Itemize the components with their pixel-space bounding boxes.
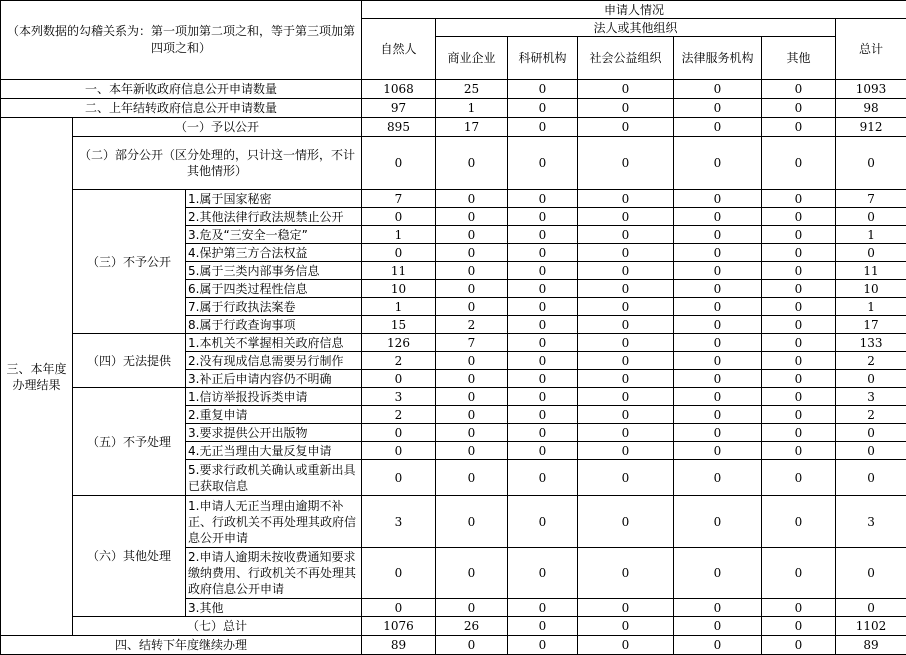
nonprofit-value: 0 bbox=[578, 226, 674, 244]
legal-service-value: 0 bbox=[674, 496, 762, 548]
other-value: 0 bbox=[762, 226, 836, 244]
business-value: 0 bbox=[436, 442, 508, 460]
natural-value: 895 bbox=[362, 118, 436, 137]
other-value: 0 bbox=[762, 406, 836, 424]
sub-item-label: 2.其他法律行政法规禁止公开 bbox=[186, 208, 362, 226]
natural-value: 1 bbox=[362, 298, 436, 316]
org-type-header: 商业企业 bbox=[436, 37, 508, 80]
business-value: 0 bbox=[436, 262, 508, 280]
partial-open-label: （二）部分公开（区分处理的，只计这一情形，不计其他情形） bbox=[73, 137, 362, 190]
research-value: 0 bbox=[508, 548, 578, 599]
total-value: 0 bbox=[836, 208, 906, 226]
legal-service-value: 0 bbox=[674, 548, 762, 599]
business-value: 0 bbox=[436, 406, 508, 424]
legal-service-value: 0 bbox=[674, 352, 762, 370]
nonprofit-value: 0 bbox=[578, 370, 674, 388]
research-value: 0 bbox=[508, 617, 578, 636]
deny-category-label: （三）不予公开 bbox=[73, 190, 186, 334]
nonprofit-value: 0 bbox=[578, 118, 674, 137]
total-header: 总计 bbox=[836, 19, 906, 80]
business-value: 0 bbox=[436, 424, 508, 442]
business-value: 0 bbox=[436, 352, 508, 370]
business-value: 0 bbox=[436, 208, 508, 226]
total-value: 0 bbox=[836, 244, 906, 262]
research-value: 0 bbox=[508, 298, 578, 316]
total-value: 0 bbox=[836, 442, 906, 460]
total-value: 1102 bbox=[836, 617, 906, 636]
sub-item-label: 2.没有现成信息需要另行制作 bbox=[186, 352, 362, 370]
legal-service-value: 0 bbox=[674, 316, 762, 334]
other-value: 0 bbox=[762, 548, 836, 599]
natural-value: 10 bbox=[362, 280, 436, 298]
research-value: 0 bbox=[508, 352, 578, 370]
research-value: 0 bbox=[508, 99, 578, 118]
next-year-label: 四、结转下年度继续办理 bbox=[1, 636, 362, 655]
total-value: 0 bbox=[836, 460, 906, 496]
natural-value: 1 bbox=[362, 226, 436, 244]
org-type-header: 科研机构 bbox=[508, 37, 578, 80]
business-value: 17 bbox=[436, 118, 508, 137]
sub-item-label: 1.信访举报投诉类申请 bbox=[186, 388, 362, 406]
legal-service-value: 0 bbox=[674, 442, 762, 460]
research-value: 0 bbox=[508, 496, 578, 548]
nonprofit-value: 0 bbox=[578, 352, 674, 370]
open-label: （一）予以公开 bbox=[73, 118, 362, 137]
research-value: 0 bbox=[508, 370, 578, 388]
table-row bbox=[1, 636, 906, 655]
sub-item-label: 3.要求提供公开出版物 bbox=[186, 424, 362, 442]
business-value: 7 bbox=[436, 334, 508, 352]
total-value: 98 bbox=[836, 99, 906, 118]
business-value: 26 bbox=[436, 617, 508, 636]
nonprofit-value: 0 bbox=[578, 496, 674, 548]
sub-item-label: 2.重复申请 bbox=[186, 406, 362, 424]
total-value: 0 bbox=[836, 370, 906, 388]
total-value: 1 bbox=[836, 226, 906, 244]
nonprofit-value: 0 bbox=[578, 388, 674, 406]
research-value: 0 bbox=[508, 406, 578, 424]
nonprofit-value: 0 bbox=[578, 442, 674, 460]
subtotal-label: （七）总计 bbox=[73, 617, 362, 636]
research-value: 0 bbox=[508, 388, 578, 406]
natural-value: 0 bbox=[362, 460, 436, 496]
natural-value: 0 bbox=[362, 208, 436, 226]
legal-service-value: 0 bbox=[674, 460, 762, 496]
noprocess-category-label: （五）不予处理 bbox=[73, 388, 186, 496]
new-requests-label: 一、本年新收政府信息公开申请数量 bbox=[1, 80, 362, 99]
business-value: 1 bbox=[436, 99, 508, 118]
carryover-label: 二、上年结转政府信息公开申请数量 bbox=[1, 99, 362, 118]
total-value: 3 bbox=[836, 388, 906, 406]
legal-service-value: 0 bbox=[674, 262, 762, 280]
total-value: 2 bbox=[836, 352, 906, 370]
other-value: 0 bbox=[762, 352, 836, 370]
natural-value: 0 bbox=[362, 442, 436, 460]
nonprofit-value: 0 bbox=[578, 636, 674, 655]
other-value: 0 bbox=[762, 370, 836, 388]
natural-person-header: 自然人 bbox=[362, 19, 436, 80]
other-value: 0 bbox=[762, 80, 836, 99]
nonprofit-value: 0 bbox=[578, 262, 674, 280]
legal-entity-header: 法人或其他组织 bbox=[436, 19, 836, 37]
total-value: 10 bbox=[836, 280, 906, 298]
total-value: 912 bbox=[836, 118, 906, 137]
table-row bbox=[1, 496, 906, 548]
nonprofit-value: 0 bbox=[578, 137, 674, 190]
other-value: 0 bbox=[762, 388, 836, 406]
nonprofit-value: 0 bbox=[578, 280, 674, 298]
applicant-header: 申请人情况 bbox=[362, 1, 906, 19]
nonprofit-value: 0 bbox=[578, 424, 674, 442]
nonprofit-value: 0 bbox=[578, 460, 674, 496]
sub-item-label: 5.属于三类内部事务信息 bbox=[186, 262, 362, 280]
business-value: 0 bbox=[436, 370, 508, 388]
business-value: 0 bbox=[436, 388, 508, 406]
table-row bbox=[1, 99, 906, 118]
natural-value: 7 bbox=[362, 190, 436, 208]
sub-item-label: 5.要求行政机关确认或重新出具已获取信息 bbox=[186, 460, 362, 496]
legal-service-value: 0 bbox=[674, 406, 762, 424]
total-value: 133 bbox=[836, 334, 906, 352]
total-value: 0 bbox=[836, 599, 906, 617]
legal-service-value: 0 bbox=[674, 137, 762, 190]
natural-value: 0 bbox=[362, 599, 436, 617]
natural-value: 0 bbox=[362, 370, 436, 388]
other-value: 0 bbox=[762, 316, 836, 334]
natural-value: 15 bbox=[362, 316, 436, 334]
org-type-header: 法律服务机构 bbox=[674, 37, 762, 80]
other-value: 0 bbox=[762, 617, 836, 636]
sub-item-label: 3.危及“三安全一稳定” bbox=[186, 226, 362, 244]
table-row bbox=[1, 190, 906, 208]
nonprofit-value: 0 bbox=[578, 617, 674, 636]
nonprofit-value: 0 bbox=[578, 99, 674, 118]
natural-value: 1068 bbox=[362, 80, 436, 99]
natural-value: 11 bbox=[362, 262, 436, 280]
nonprofit-value: 0 bbox=[578, 599, 674, 617]
sub-item-label: 3.补正后申请内容仍不明确 bbox=[186, 370, 362, 388]
natural-value: 89 bbox=[362, 636, 436, 655]
other-value: 0 bbox=[762, 334, 836, 352]
sub-item-label: 1.属于国家秘密 bbox=[186, 190, 362, 208]
business-value: 0 bbox=[436, 548, 508, 599]
other-value: 0 bbox=[762, 298, 836, 316]
research-value: 0 bbox=[508, 190, 578, 208]
nonprofit-value: 0 bbox=[578, 406, 674, 424]
other-value: 0 bbox=[762, 280, 836, 298]
total-value: 17 bbox=[836, 316, 906, 334]
research-value: 0 bbox=[508, 280, 578, 298]
legal-service-value: 0 bbox=[674, 280, 762, 298]
legal-service-value: 0 bbox=[674, 244, 762, 262]
sub-item-label: 1.本机关不掌握相关政府信息 bbox=[186, 334, 362, 352]
table-row bbox=[1, 617, 906, 636]
legal-service-value: 0 bbox=[674, 370, 762, 388]
nonprofit-value: 0 bbox=[578, 208, 674, 226]
business-value: 0 bbox=[436, 496, 508, 548]
org-type-header: 其他 bbox=[762, 37, 836, 80]
natural-value: 1076 bbox=[362, 617, 436, 636]
other-value: 0 bbox=[762, 118, 836, 137]
natural-value: 97 bbox=[362, 99, 436, 118]
nonprofit-value: 0 bbox=[578, 316, 674, 334]
other-value: 0 bbox=[762, 244, 836, 262]
nonprofit-value: 0 bbox=[578, 244, 674, 262]
business-value: 0 bbox=[436, 636, 508, 655]
natural-value: 0 bbox=[362, 137, 436, 190]
total-value: 7 bbox=[836, 190, 906, 208]
corner-note: （本列数据的勾稽关系为：第一项加第二项之和，等于第三项加第四项之和） bbox=[1, 1, 362, 80]
legal-service-value: 0 bbox=[674, 599, 762, 617]
research-value: 0 bbox=[508, 244, 578, 262]
sub-item-label: 8.属于行政查询事项 bbox=[186, 316, 362, 334]
natural-value: 3 bbox=[362, 388, 436, 406]
business-value: 25 bbox=[436, 80, 508, 99]
business-value: 0 bbox=[436, 280, 508, 298]
total-value: 0 bbox=[836, 424, 906, 442]
research-value: 0 bbox=[508, 118, 578, 137]
other-value: 0 bbox=[762, 262, 836, 280]
business-value: 0 bbox=[436, 244, 508, 262]
results-label: 三、本年度办理结果 bbox=[1, 118, 73, 636]
business-value: 0 bbox=[436, 460, 508, 496]
legal-service-value: 0 bbox=[674, 298, 762, 316]
research-value: 0 bbox=[508, 424, 578, 442]
sub-item-label: 4.无正当理由大量反复申请 bbox=[186, 442, 362, 460]
unable-category-label: （四）无法提供 bbox=[73, 334, 186, 388]
legal-service-value: 0 bbox=[674, 190, 762, 208]
business-value: 2 bbox=[436, 316, 508, 334]
other-value: 0 bbox=[762, 496, 836, 548]
nonprofit-value: 0 bbox=[578, 548, 674, 599]
table-row bbox=[1, 118, 906, 137]
legal-service-value: 0 bbox=[674, 636, 762, 655]
natural-value: 2 bbox=[362, 406, 436, 424]
sub-item-label: 4.保护第三方合法权益 bbox=[186, 244, 362, 262]
sub-item-label: 1.申请人无正当理由逾期不补正、行政机关不再处理其政府信息公开申请 bbox=[186, 496, 362, 548]
total-value: 3 bbox=[836, 496, 906, 548]
total-value: 0 bbox=[836, 137, 906, 190]
research-value: 0 bbox=[508, 137, 578, 190]
total-value: 2 bbox=[836, 406, 906, 424]
legal-service-value: 0 bbox=[674, 424, 762, 442]
total-value: 89 bbox=[836, 636, 906, 655]
sub-item-label: 2.申请人逾期未按收费通知要求缴纳费用、行政机关不再处理其政府信息公开申请 bbox=[186, 548, 362, 599]
business-value: 0 bbox=[436, 298, 508, 316]
table-row bbox=[1, 1, 906, 19]
natural-value: 0 bbox=[362, 548, 436, 599]
sub-item-label: 3.其他 bbox=[186, 599, 362, 617]
research-value: 0 bbox=[508, 226, 578, 244]
table-row bbox=[1, 334, 906, 352]
other-value: 0 bbox=[762, 636, 836, 655]
legal-service-value: 0 bbox=[674, 118, 762, 137]
legal-service-value: 0 bbox=[674, 388, 762, 406]
other-value: 0 bbox=[762, 190, 836, 208]
other-value: 0 bbox=[762, 599, 836, 617]
other-value: 0 bbox=[762, 424, 836, 442]
business-value: 0 bbox=[436, 137, 508, 190]
natural-value: 0 bbox=[362, 244, 436, 262]
research-value: 0 bbox=[508, 442, 578, 460]
total-value: 1 bbox=[836, 298, 906, 316]
legal-service-value: 0 bbox=[674, 99, 762, 118]
research-value: 0 bbox=[508, 460, 578, 496]
org-type-header: 社会公益组织 bbox=[578, 37, 674, 80]
research-value: 0 bbox=[508, 636, 578, 655]
sub-item-label: 7.属于行政执法案卷 bbox=[186, 298, 362, 316]
total-value: 0 bbox=[836, 548, 906, 599]
research-value: 0 bbox=[508, 316, 578, 334]
natural-value: 2 bbox=[362, 352, 436, 370]
natural-value: 126 bbox=[362, 334, 436, 352]
nonprofit-value: 0 bbox=[578, 190, 674, 208]
research-value: 0 bbox=[508, 80, 578, 99]
business-value: 0 bbox=[436, 599, 508, 617]
sub-item-label: 6.属于四类过程性信息 bbox=[186, 280, 362, 298]
business-value: 0 bbox=[436, 226, 508, 244]
other-value: 0 bbox=[762, 137, 836, 190]
table-row bbox=[1, 137, 906, 190]
other-value: 0 bbox=[762, 99, 836, 118]
other-value: 0 bbox=[762, 442, 836, 460]
table-row bbox=[1, 80, 906, 99]
nonprofit-value: 0 bbox=[578, 80, 674, 99]
legal-service-value: 0 bbox=[674, 80, 762, 99]
table-row bbox=[1, 388, 906, 406]
other-value: 0 bbox=[762, 208, 836, 226]
nonprofit-value: 0 bbox=[578, 334, 674, 352]
legal-service-value: 0 bbox=[674, 208, 762, 226]
legal-service-value: 0 bbox=[674, 617, 762, 636]
natural-value: 3 bbox=[362, 496, 436, 548]
business-value: 0 bbox=[436, 190, 508, 208]
other-category-label: （六）其他处理 bbox=[73, 496, 186, 617]
total-value: 1093 bbox=[836, 80, 906, 99]
research-value: 0 bbox=[508, 599, 578, 617]
total-value: 11 bbox=[836, 262, 906, 280]
nonprofit-value: 0 bbox=[578, 298, 674, 316]
research-value: 0 bbox=[508, 334, 578, 352]
other-value: 0 bbox=[762, 460, 836, 496]
research-value: 0 bbox=[508, 262, 578, 280]
legal-service-value: 0 bbox=[674, 226, 762, 244]
research-value: 0 bbox=[508, 208, 578, 226]
legal-service-value: 0 bbox=[674, 334, 762, 352]
natural-value: 0 bbox=[362, 424, 436, 442]
